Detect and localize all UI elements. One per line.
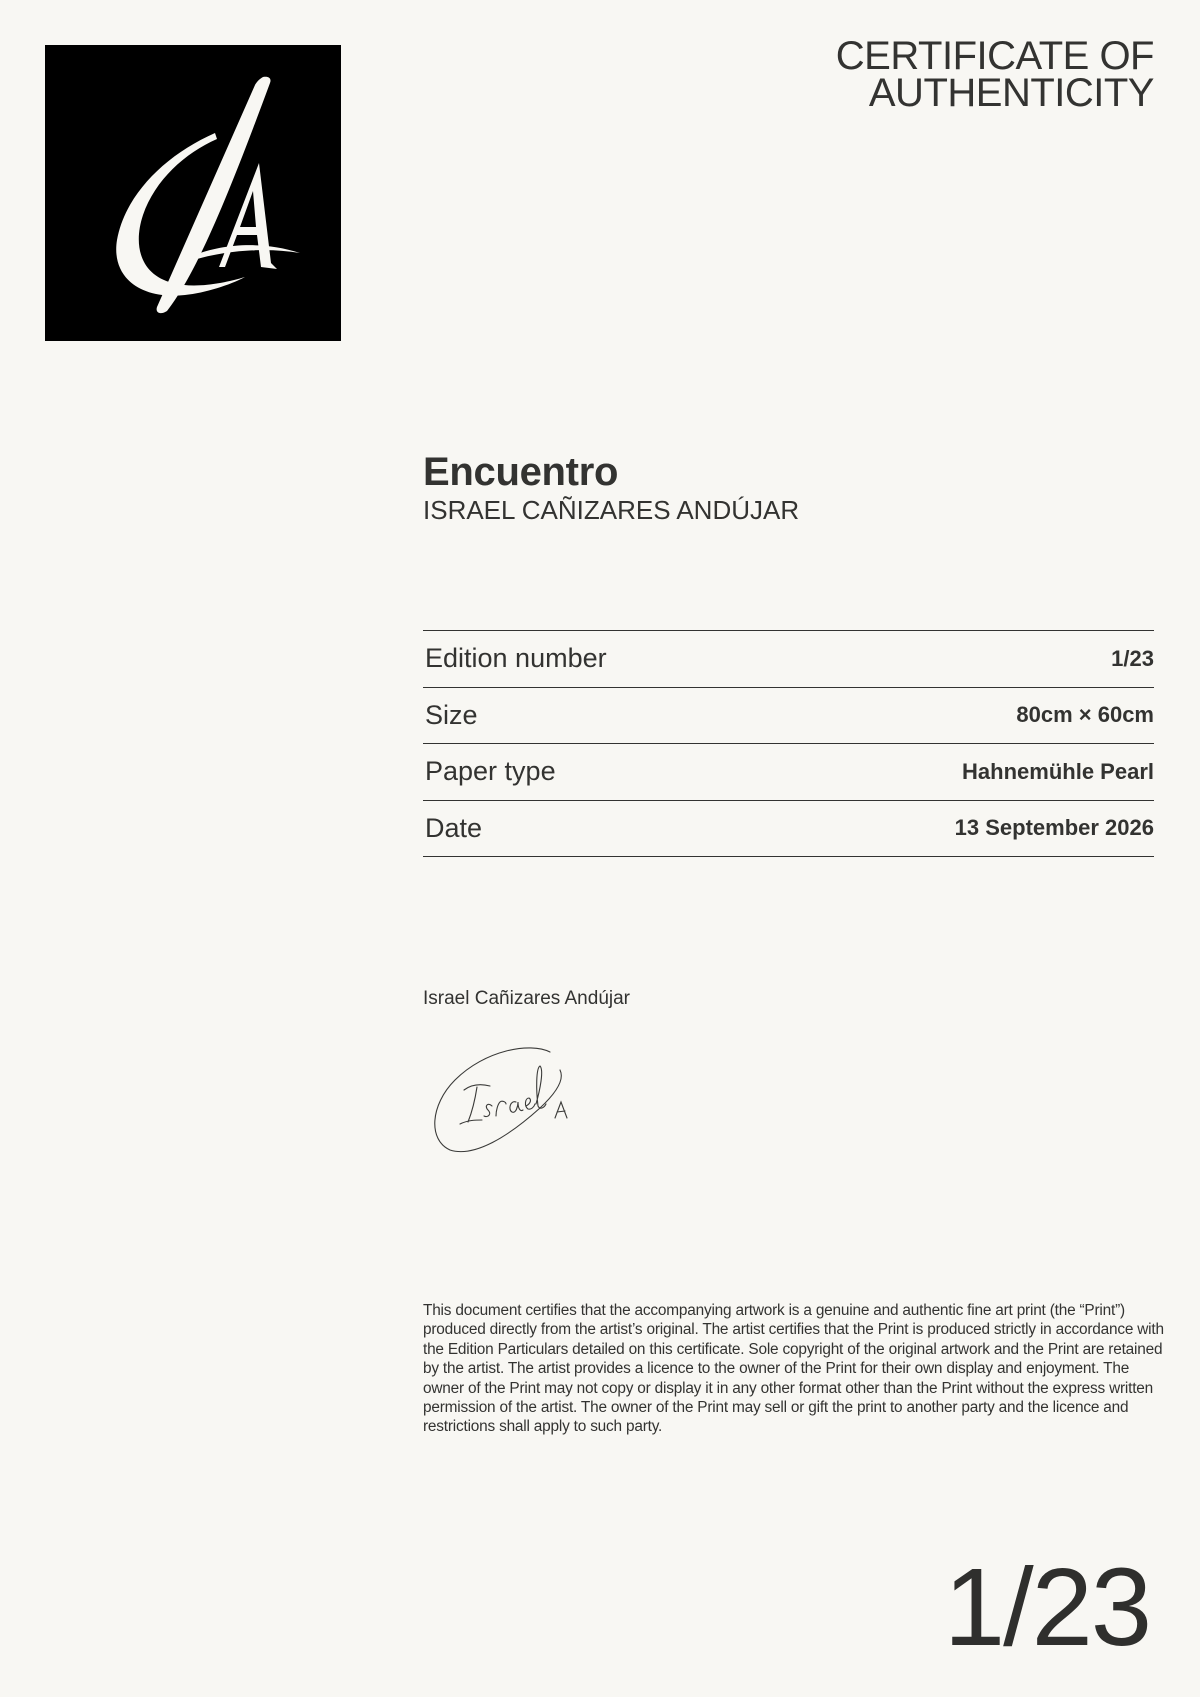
signature	[430, 1040, 590, 1155]
edition-details-table	[423, 630, 1154, 857]
certificate-title-line1: CERTIFICATE OF	[835, 34, 1154, 78]
detail-value: 1/23	[1111, 645, 1154, 671]
detail-value: Hahnemühle Pearl	[962, 758, 1154, 784]
detail-label: Paper type	[425, 756, 556, 787]
detail-row-date	[423, 801, 1154, 858]
legal-statement: This document certifies that the accompanying artwork is a genuine and authentic fine art print (the “Print”) produced directly from the artist’s original. The artist certifies that the Print is produced strictly in accordance with the Edition Particulars detailed on this certificate. Sole copyright of the original artwork and the Print are retained by the artist. The artist provides a licence to the owner of the Print for their own display and enjoyment. The owner of the Print may not copy or display it in any other format other than the Print without the express written permission of the artist. The owner of the Print may sell or gift the print to another party and the licence and restrictions shall apply to such party.	[423, 1302, 1164, 1436]
signer-name: Israel Cañizares Andújar	[423, 988, 630, 1009]
certificate-title-line2: AUTHENTICITY	[868, 71, 1154, 115]
logo	[45, 45, 341, 341]
edition-number-large: 1/23	[943, 1546, 1150, 1669]
detail-row-edition	[423, 631, 1154, 688]
detail-row-size	[423, 688, 1154, 745]
detail-row-paper	[423, 744, 1154, 801]
detail-value: 80cm × 60cm	[1016, 702, 1154, 728]
detail-label: Edition number	[425, 643, 607, 674]
handwritten-signature-icon	[430, 1040, 590, 1155]
certificate-title	[554, 34, 1154, 115]
artwork-info	[423, 449, 1123, 525]
artist-name: ISRAEL CAÑIZARES ANDÚJAR	[423, 495, 800, 525]
detail-label: Date	[425, 812, 483, 843]
monogram-logo-icon	[45, 45, 341, 341]
detail-label: Size	[425, 699, 478, 730]
artwork-title: Encuentro	[423, 450, 619, 494]
detail-value: 13 September 2026	[954, 815, 1154, 841]
